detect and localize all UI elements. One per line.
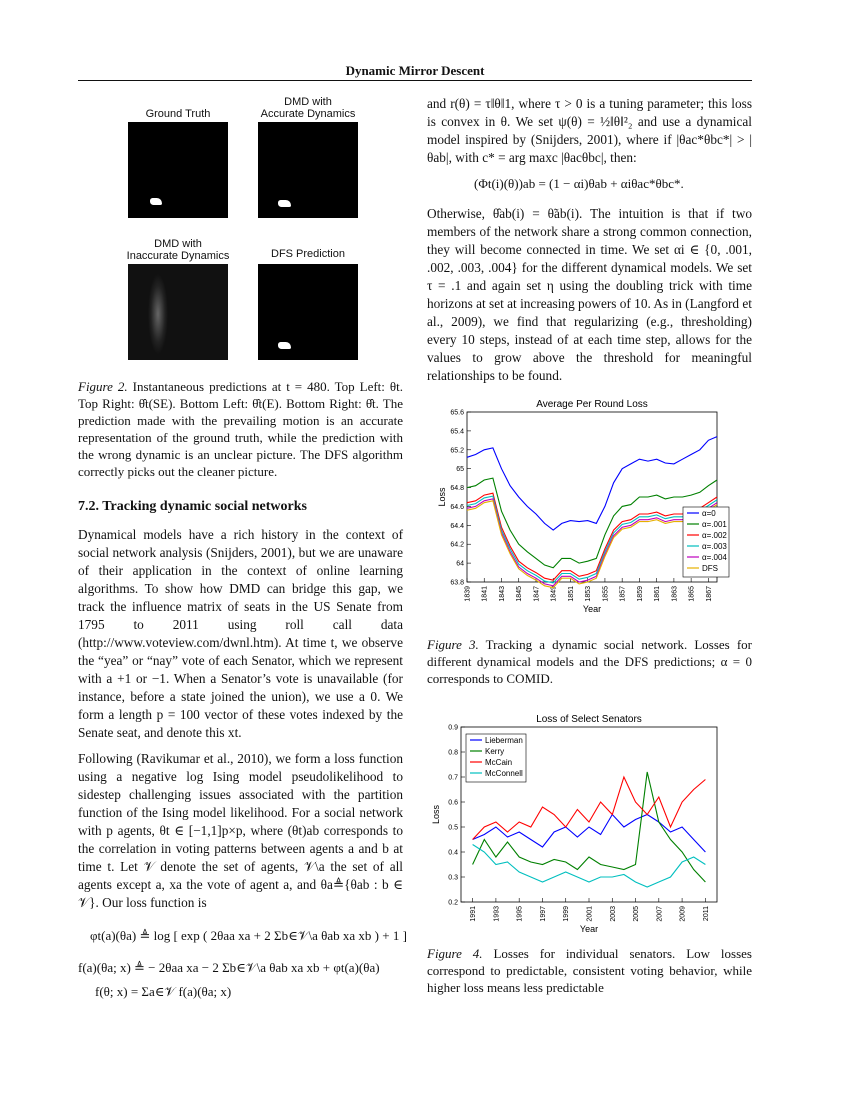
x-tick-label: 1843: [498, 586, 506, 602]
x-tick-label: 1857: [619, 586, 627, 602]
legend-label: α=.004: [702, 553, 727, 562]
x-tick-label: 1851: [567, 586, 575, 602]
x-tick-label: 1865: [688, 586, 696, 602]
y-tick-label: 65.4: [450, 428, 464, 436]
x-tick-label: 1995: [516, 906, 524, 922]
panel-inaccurate-dynamics: [128, 264, 228, 360]
y-tick-label: 64.4: [450, 522, 464, 530]
legend-label: McCain: [485, 758, 513, 767]
figure-3-caption: [427, 636, 752, 687]
panel-label-inaccurate: [103, 238, 253, 262]
panel-label-line: DMD with: [284, 96, 332, 108]
y-axis-label: Loss: [431, 804, 441, 825]
legend-label: α=0: [702, 509, 716, 518]
y-tick-label: 0.5: [448, 824, 458, 832]
figure-4-chart: [425, 710, 735, 935]
right-paragraph-2: Otherwise, θ̂ab(i) = θ̃ab(i). The intuition is that if two members of the network share a strong common connection, they will become connected in time. We set αi ∈ {0, .001, .002, .003, .004} for the different dynamical models. We set τ = .1 and again set η using the doubling trick with time horizons at set at increasing powers of 10. As in (Langford et al., 2009), we find that regularizing (e.g., thresholding) every 10 steps, instead of at each time step, allows for the values to grow above the threshold for meaningful relationships to be found.: [427, 206, 752, 383]
figure-4-caption: [427, 945, 752, 996]
panel-label-accurate: [233, 96, 383, 120]
target-blob: [278, 200, 291, 207]
y-tick-label: 65.6: [450, 409, 464, 417]
x-tick-label: 1863: [671, 586, 679, 602]
x-tick-label: 1839: [464, 586, 472, 602]
legend-label: Lieberman: [485, 736, 523, 745]
panel-label-line: DMD with: [154, 238, 202, 250]
y-tick-label: 64.8: [450, 485, 464, 493]
x-tick-label: 1855: [602, 586, 610, 602]
legend-label: α=.002: [702, 531, 727, 540]
caption-text: Instantaneous predictions at t = 480. Top Left: θt. Top Right: θ̂t(SE). Bottom Left: θ̂t(E). Bottom Right: θ̂t. The prediction made with the prevailing motion is an accurate representation of the ground truth, while the prediction with the wrong dynamic is an unclear picture. The DFS algorithm correctly picks out the cleaner picture.: [78, 379, 403, 479]
caption-label: Figure 4.: [427, 946, 483, 961]
legend-label: DFS: [702, 564, 718, 573]
running-head: Dynamic Mirror Descent: [345, 63, 485, 78]
y-tick-label: 0.6: [448, 799, 458, 807]
panel-ground-truth: [128, 122, 228, 218]
target-blob: [278, 342, 291, 349]
section-paragraph-2: Following (Ravikumar et al., 2010), we form a loss function using a negative log Ising model pseudolikelihood to sidestep challenging issues associated with the partition function of the Ising model likelihood. For a social network with p agents, θt ∈ [−1,1]p×p, where (θt)ab corresponds to the correlation in voting patterns between agents a and b at time t. Let 𝒱 denote the set of agents, 𝒱\a the set of all agents except a, xa the vote of agent a, and θa≜{θab : b ∈ 𝒱}. Our loss function is: [78, 751, 403, 910]
y-tick-label: 64.2: [450, 541, 464, 549]
legend-label: α=.001: [702, 520, 727, 529]
x-tick-label: 1847: [533, 586, 541, 602]
x-tick-label: 1853: [585, 586, 593, 602]
x-tick-label: 2007: [656, 906, 664, 922]
x-tick-label: 1999: [563, 906, 571, 922]
chart-title: Loss of Select Senators: [536, 714, 642, 725]
target-blob: [150, 198, 162, 205]
caption-text: Tracking a dynamic social network. Losses for different dynamical models and the DFS predictions; α = 0 corresponds to COMID.: [427, 637, 752, 686]
panel-label-line: Inaccurate Dynamics: [126, 250, 230, 262]
caption-label: Figure 3.: [427, 637, 479, 652]
x-tick-label: 1859: [636, 586, 644, 602]
x-tick-label: 1841: [481, 586, 489, 602]
chart-title: Average Per Round Loss: [536, 399, 648, 410]
x-axis-label: Year: [579, 924, 599, 934]
y-tick-label: 0.2: [448, 899, 458, 907]
y-tick-label: 65: [456, 466, 464, 474]
panel-label-ground-truth: [103, 108, 253, 120]
caption-label: Figure 2.: [78, 379, 128, 394]
legend-label: Kerry: [485, 747, 505, 756]
panel-label-line: Ground Truth: [145, 108, 211, 120]
x-tick-label: 1845: [516, 586, 524, 602]
y-tick-label: 0.9: [448, 724, 458, 732]
y-tick-label: 63.8: [450, 579, 464, 587]
panel-label-line: Accurate Dynamics: [260, 108, 356, 120]
header-rule: [78, 80, 752, 81]
y-tick-label: 0.7: [448, 774, 458, 782]
equation-1: φt(a)(θa) ≜ log [ exp ( 2θaa xa + 2 Σb∈𝒱\a θab xa xb ) + 1 ]: [90, 928, 407, 943]
x-tick-label: 1991: [470, 906, 478, 922]
y-tick-label: 0.4: [448, 849, 458, 857]
section-title: 7.2. Tracking dynamic social networks: [78, 499, 307, 514]
x-tick-label: 1849: [550, 586, 558, 602]
x-tick-label: 1861: [654, 586, 662, 602]
y-tick-label: 0.8: [448, 749, 458, 757]
figure-3-chart: [425, 395, 735, 620]
x-tick-label: 1993: [493, 906, 501, 922]
panel-dfs-prediction: [258, 264, 358, 360]
y-tick-label: 0.3: [448, 874, 458, 882]
y-tick-label: 64: [456, 560, 464, 568]
x-tick-label: 1867: [705, 586, 713, 602]
equation-dynamics: (Φt(i)(θ))ab = (1 − αi)θab + αiθac*θbc*.: [474, 176, 684, 191]
x-tick-label: 2003: [609, 906, 617, 922]
legend-label: McConnell: [485, 769, 523, 778]
x-tick-label: 2011: [702, 906, 710, 922]
y-axis-label: Loss: [437, 487, 447, 507]
panel-label-line: DFS Prediction: [271, 248, 345, 260]
equation-3: f(θ; x) = Σa∈𝒱 f(a)(θa; x): [95, 984, 232, 999]
figure-2-caption: [78, 378, 403, 480]
section-paragraph-1: Dynamical models have a rich history in the context of social network analysis (Snijders, 2001), but we are unaware of their application in the context of online learning algorithms. To show how DMD can bridge this gap, we track the influence matrix of seats in the US Senate from 1795 to 2011 using roll call data (http://www.voteview.com/dwnl.htm). At time t, we observe the “yea” or “nay” vote of each Senator, which we represent with a +1 or −1. When a Senator’s vote is unavailable (for instance, before a state joined the union), we use a 0. We form a length p = 100 vector of these votes indexed by the Senate seat, and denote this xt.: [78, 527, 403, 740]
caption-text: Losses for individual senators. Low losses correspond to predictable, consistent voting behavior, while higher loss means less predictable: [427, 946, 752, 995]
x-tick-label: 1997: [539, 906, 547, 922]
legend-label: α=.003: [702, 542, 727, 551]
equation-2: f(a)(θa; x) ≜ − 2θaa xa − 2 Σb∈𝒱\a θab xa xb + φt(a)(θa): [78, 960, 380, 975]
x-tick-label: 2009: [679, 906, 687, 922]
y-tick-label: 64.6: [450, 503, 464, 511]
x-tick-label: 2001: [586, 906, 594, 922]
panel-accurate-dynamics: [258, 122, 358, 218]
y-tick-label: 65.2: [450, 447, 464, 455]
right-paragraph-1: and r(θ) = τ‖θ‖1, where τ > 0 is a tuning parameter; this loss is convex in θ. We set ψ(θ) = ½‖θ‖²₂ and use a dynamical model inspired by (Snijders, 2001), where if |θac*θbc*| > |θab|, with c* = arg maxc |θacθbc|, then:: [427, 96, 752, 165]
x-tick-label: 2005: [633, 906, 641, 922]
x-axis-label: Year: [582, 604, 602, 614]
panel-label-dfs: [233, 248, 383, 260]
